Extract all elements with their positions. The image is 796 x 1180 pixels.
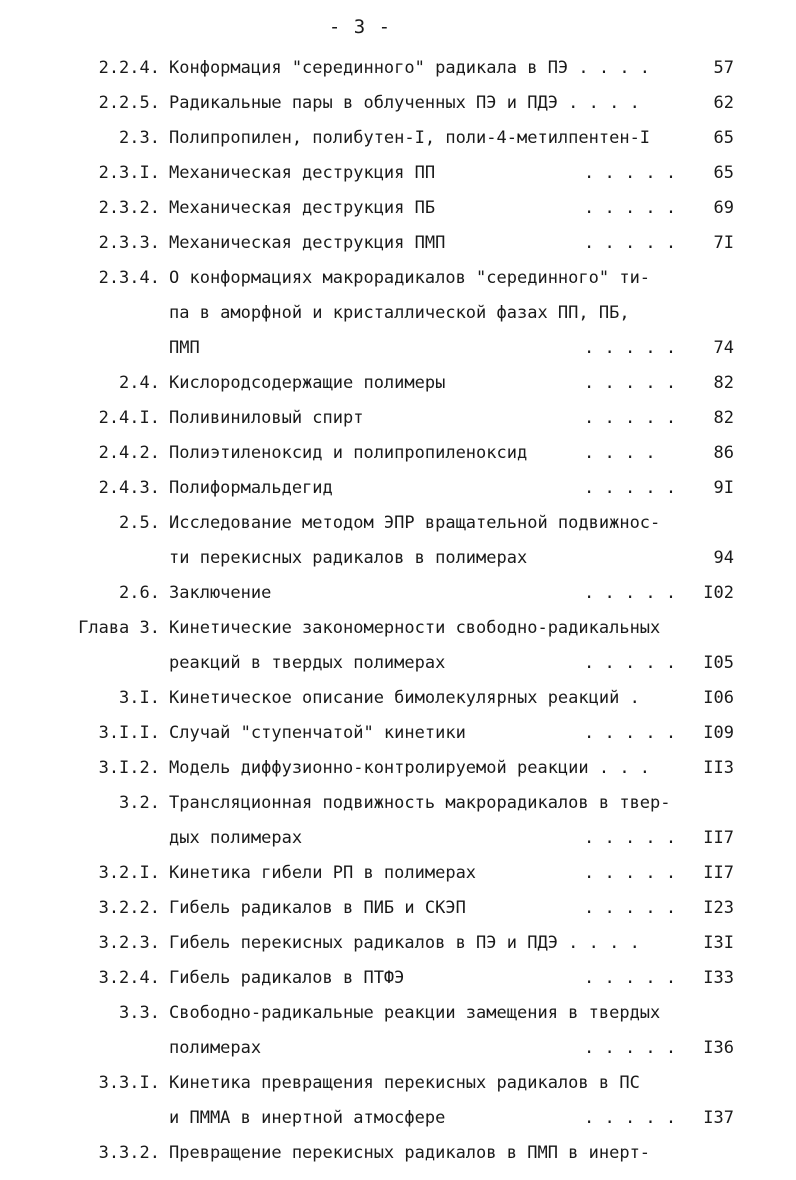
- toc-page-number: 86: [713, 443, 734, 463]
- toc-dot-leader: . . . . .: [584, 968, 677, 988]
- toc-entry-title: па в аморфной и кристаллической фазах ПП, ПБ,: [169, 303, 630, 323]
- toc-line: [0, 441, 796, 476]
- toc-entry-number: 2.5.: [119, 513, 160, 533]
- toc-entry-title: Случай "ступенчатой" кинетики: [169, 723, 466, 743]
- toc-line: [0, 371, 796, 406]
- toc-entry-title: и ПММА в инертной атмосфере: [169, 1108, 446, 1128]
- toc-entry-number: 3.3.I.: [98, 1073, 160, 1093]
- toc-entry-number: 2.3.: [119, 128, 160, 148]
- toc-entry-number: 3.2.2.: [98, 898, 160, 918]
- toc-dot-leader: . . . .: [584, 443, 656, 463]
- toc-entry-number: Глава 3.: [78, 618, 160, 638]
- toc-line: [0, 581, 796, 616]
- toc-page-number: I09: [703, 723, 734, 743]
- toc-line: [0, 756, 796, 791]
- toc-line: [0, 91, 796, 126]
- toc-dot-leader: . . . . .: [584, 233, 677, 253]
- toc-entry-title: реакций в твердых полимерах: [169, 653, 446, 673]
- toc-line: [0, 1001, 796, 1036]
- toc-page-number: 57: [713, 58, 734, 78]
- toc-entry-number: 2.3.3.: [98, 233, 160, 253]
- toc-entry-number: 3.I.I.: [98, 723, 160, 743]
- toc-entry-title: Механическая деструкция ПП: [169, 163, 436, 183]
- toc-dot-leader: . . . . .: [584, 338, 677, 358]
- toc-page-number: 9I: [713, 478, 734, 498]
- toc-entry-title: ПМП: [169, 338, 200, 358]
- toc-line: [0, 546, 796, 581]
- toc-dot-leader: . . . . .: [584, 723, 677, 743]
- toc-page-number: II7: [703, 863, 734, 883]
- toc-page-number: I23: [703, 898, 734, 918]
- toc-dot-leader: . . . . .: [584, 1108, 677, 1128]
- toc-entry-number: 3.3.2.: [98, 1143, 160, 1163]
- toc-entry-number: 3.2.: [119, 793, 160, 813]
- toc-entry-number: 2.4.3.: [98, 478, 160, 498]
- toc-line: [0, 266, 796, 301]
- toc-line: [0, 511, 796, 546]
- toc-line: [0, 1141, 796, 1176]
- toc-dot-leader: . . . . .: [584, 163, 677, 183]
- toc-entry-number: 2.3.4.: [98, 268, 160, 288]
- toc-line: [0, 1036, 796, 1071]
- toc-entry-number: 3.2.4.: [98, 968, 160, 988]
- toc-dot-leader: . . . . .: [584, 408, 677, 428]
- toc-dot-leader: . . . . .: [584, 1038, 677, 1058]
- toc-dot-leader: . . . . .: [584, 478, 677, 498]
- toc-line: [0, 1106, 796, 1141]
- toc-entry-title: Гибель радикалов в ПТФЭ: [169, 968, 405, 988]
- toc-entry-title: Радикальные пары в облученных ПЭ и ПДЭ . . . .: [169, 93, 640, 113]
- toc-entry-title: Механическая деструкция ПМП: [169, 233, 446, 253]
- toc-line: [0, 651, 796, 686]
- toc-entry-title: ти перекисных радикалов в полимерах: [169, 548, 528, 568]
- toc-entry-title: Исследование методом ЭПР вращательной подвижнос-: [169, 513, 661, 533]
- toc-entry-number: 2.4.: [119, 373, 160, 393]
- toc-line: [0, 231, 796, 266]
- toc-entry-title: дых полимерах: [169, 828, 303, 848]
- toc-entry-number: 2.4.I.: [98, 408, 160, 428]
- toc-entry-title: Кислородсодержащие полимеры: [169, 373, 446, 393]
- toc-page-number: 65: [713, 128, 734, 148]
- toc-line: [0, 896, 796, 931]
- toc-entry-title: Трансляционная подвижность макрорадикалов в твер-: [169, 793, 671, 813]
- toc-entry-title: полимерах: [169, 1038, 262, 1058]
- toc-entry-title: Конформация "серединного" радикала в ПЭ . . . .: [169, 58, 651, 78]
- toc-dot-leader: . . . . .: [584, 653, 677, 673]
- toc-line: [0, 861, 796, 896]
- toc-page-number: I05: [703, 653, 734, 673]
- toc-entry-title: Кинетика превращения перекисных радикалов в ПС: [169, 1073, 640, 1093]
- toc-dot-leader: . . . . .: [584, 198, 677, 218]
- toc-entry-title: Превращение перекисных радикалов в ПМП в инерт-: [169, 1143, 651, 1163]
- toc-page-number: 94: [713, 548, 734, 568]
- toc-line: [0, 126, 796, 161]
- toc-entry-title: Полиформальдегид: [169, 478, 333, 498]
- toc-page-number: I37: [703, 1108, 734, 1128]
- toc-page-number: 62: [713, 93, 734, 113]
- toc-page-number: I3I: [703, 933, 734, 953]
- toc-page-number: 69: [713, 198, 734, 218]
- toc-entry-title: Кинетическое описание бимолекулярных реакций .: [169, 688, 640, 708]
- toc-line: [0, 196, 796, 231]
- toc-entry-number: 2.6.: [119, 583, 160, 603]
- toc-page-number: 74: [713, 338, 734, 358]
- toc-dot-leader: . . . . .: [584, 583, 677, 603]
- toc-entry-title: Кинетика гибели РП в полимерах: [169, 863, 477, 883]
- toc-line: [0, 931, 796, 966]
- toc-page-number: 82: [713, 373, 734, 393]
- toc-line: [0, 336, 796, 371]
- toc-dot-leader: . . . . .: [584, 828, 677, 848]
- toc-dot-leader: . . . . .: [584, 373, 677, 393]
- toc-entry-title: Полипропилен, полибутен-I, поли-4-метилпентен-I: [169, 128, 651, 148]
- toc-line: [0, 161, 796, 196]
- toc-entry-number: 2.3.2.: [98, 198, 160, 218]
- toc-entry-title: Гибель радикалов в ПИБ и СКЭП: [169, 898, 466, 918]
- toc-line: [0, 476, 796, 511]
- toc-dot-leader: . . . . .: [584, 863, 677, 883]
- toc-entry-number: 2.2.5.: [98, 93, 160, 113]
- toc-entry-number: 2.3.I.: [98, 163, 160, 183]
- toc-line: [0, 1071, 796, 1106]
- toc-line: [0, 56, 796, 91]
- toc-page-number: 7I: [713, 233, 734, 253]
- toc-page-number: II7: [703, 828, 734, 848]
- toc-line: [0, 721, 796, 756]
- toc-entry-title: Полиэтиленоксид и полипропиленоксид: [169, 443, 528, 463]
- toc-entry-title: Свободно-радикальные реакции замещения в твердых: [169, 1003, 661, 1023]
- table-of-contents: [0, 56, 796, 1176]
- toc-entry-title: О конформациях макрорадикалов "серединного" ти-: [169, 268, 651, 288]
- toc-entry-title: Заключение: [169, 583, 272, 603]
- toc-entry-number: 3.2.I.: [98, 863, 160, 883]
- toc-entry-number: 3.I.2.: [98, 758, 160, 778]
- toc-line: [0, 616, 796, 651]
- toc-entry-number: 3.I.: [119, 688, 160, 708]
- toc-line: [0, 966, 796, 1001]
- toc-entry-title: Гибель перекисных радикалов в ПЭ и ПДЭ . . . .: [169, 933, 640, 953]
- page-number: - 3 -: [328, 16, 392, 38]
- toc-entry-number: 3.2.3.: [98, 933, 160, 953]
- toc-entry-number: 2.4.2.: [98, 443, 160, 463]
- toc-page-number: I33: [703, 968, 734, 988]
- toc-page-number: I06: [703, 688, 734, 708]
- toc-page-number: I36: [703, 1038, 734, 1058]
- toc-entry-title: Модель диффузионно-контролируемой реакции . . .: [169, 758, 651, 778]
- toc-page-number: I02: [703, 583, 734, 603]
- toc-entry-number: 2.2.4.: [98, 58, 160, 78]
- toc-dot-leader: . . . . .: [584, 898, 677, 918]
- toc-entry-number: 3.3.: [119, 1003, 160, 1023]
- toc-line: [0, 301, 796, 336]
- toc-page-number: 82: [713, 408, 734, 428]
- toc-line: [0, 406, 796, 441]
- toc-page-number: II3: [703, 758, 734, 778]
- toc-line: [0, 791, 796, 826]
- toc-entry-title: Поливиниловый спирт: [169, 408, 364, 428]
- toc-line: [0, 686, 796, 721]
- toc-line: [0, 826, 796, 861]
- toc-page-number: 65: [713, 163, 734, 183]
- toc-entry-title: Механическая деструкция ПБ: [169, 198, 436, 218]
- toc-entry-title: Кинетические закономерности свободно-радикальных: [169, 618, 661, 638]
